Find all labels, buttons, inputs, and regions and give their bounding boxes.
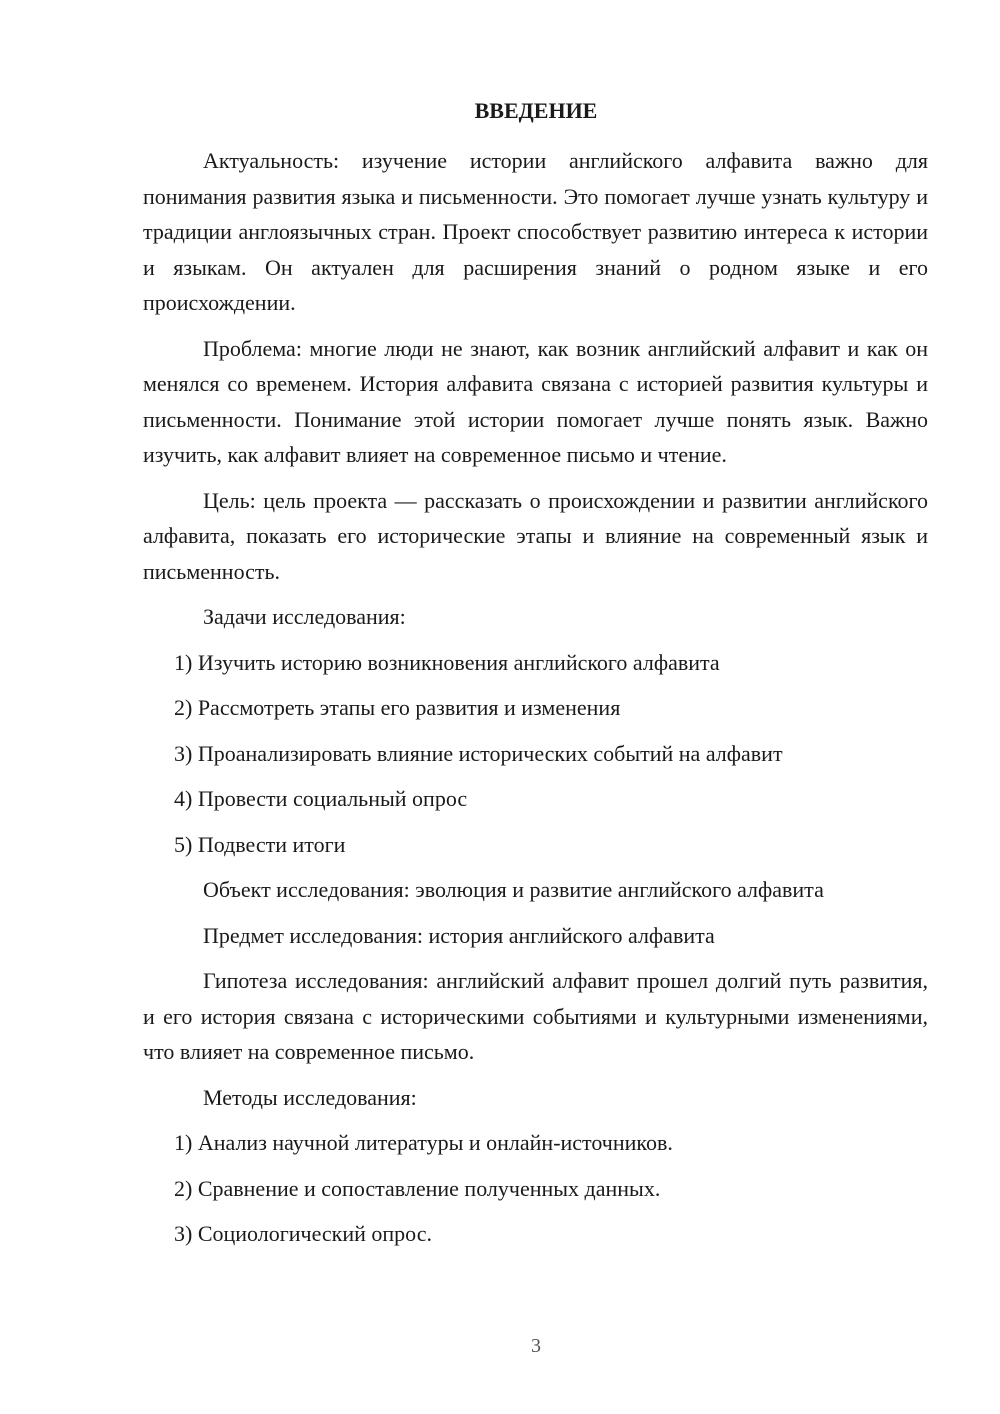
list-item: 4) Провести социальный опрос	[174, 786, 468, 811]
list-item: 2) Сравнение и сопоставление полученных данных.	[174, 1175, 661, 1201]
object-paragraph: Объект исследования: эволюция и развитие английского алфавита	[203, 877, 824, 902]
methods-heading: Методы исследования:	[203, 1084, 417, 1110]
goal-paragraph: Цель: цель проекта — рассказать о происхождении и развитии английского алфавита, показать его исторические этапы и влияние на современный язык и письменность.	[143, 487, 928, 584]
relevance-paragraph: Актуальность: изучение истории английского алфавита важно для понимания развития языка и письменности. Это помогает лучше узнать культуру и традиции англоязычных стран. Проект способствует развитию интереса к истории и языкам. Он актуален для расширения знаний о родном языке и его происхождении.	[143, 148, 928, 315]
list-item: 5) Подвести итоги	[174, 831, 346, 857]
list-item: 3) Проанализировать влияние исторических событий на алфавит	[174, 740, 783, 766]
subject-paragraph: Предмет исследования: история английского алфавита	[203, 922, 715, 948]
methods-list	[143, 1125, 928, 1252]
document-body	[143, 143, 928, 1262]
list-item: 1) Анализ научной литературы и онлайн-источников.	[174, 1130, 673, 1155]
tasks-list	[143, 645, 928, 863]
page-title: ВВЕДЕНИЕ	[474, 98, 598, 123]
problem-paragraph: Проблема: многие люди не знают, как возник английский алфавит и как он менялся со временем. История алфавита связана с историей развития культуры и письменности. Понимание этой истории помогает лучше понять язык. Важно изучить, как алфавит влияет на современное письмо и чтение.	[143, 335, 928, 467]
hypothesis-paragraph: Гипотеза исследования: английский алфавит прошел долгий путь развития, и его история связана с историческими событиями и культурными изменениями, что влияет на современное письмо.	[143, 968, 928, 1064]
page-number: 3	[531, 1335, 541, 1357]
tasks-heading: Задачи исследования:	[203, 604, 406, 629]
list-item: 1) Изучить историю возникновения английского алфавита	[174, 649, 720, 675]
list-item: 2) Рассмотреть этапы его развития и изменения	[174, 695, 621, 720]
list-item: 3) Социологический опрос.	[174, 1221, 432, 1246]
